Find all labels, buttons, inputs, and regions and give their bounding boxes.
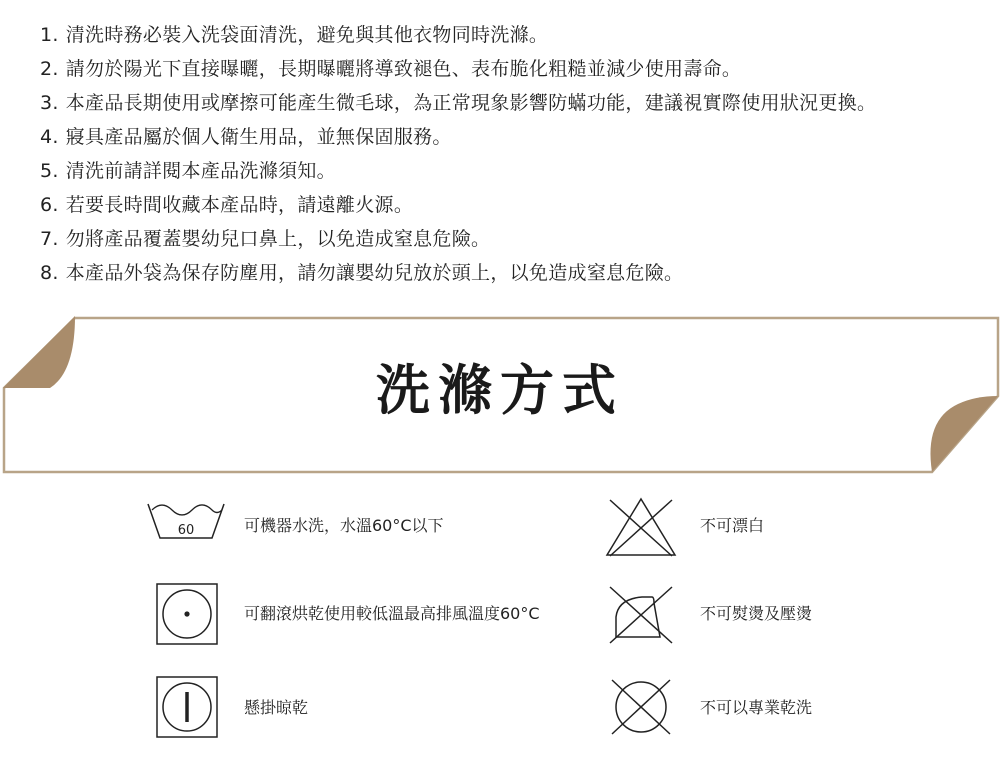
no-bleach-icon [604,496,678,558]
note-number: 2. [40,58,59,80]
hang-dry-icon [156,676,218,738]
tumble-dry-label: 可翻滾烘乾使用較低溫最高排風溫度60°C [244,604,540,623]
note-number: 5. [40,160,59,182]
no-dry-clean-label: 不可以專業乾洗 [700,698,813,717]
no-iron-icon [604,583,678,645]
note-number: 8. [40,262,59,284]
note-text: 勿將產品覆蓋嬰幼兒口鼻上，以免造成窒息危險。 [65,228,491,250]
note-text: 請勿於陽光下直接曝曬，長期曝曬將導致褪色、表布脆化粗糙並減少使用壽命。 [65,58,742,80]
note-text: 若要長時間收藏本產品時，請遠離火源。 [65,194,414,216]
note-number: 3. [40,92,59,114]
no-bleach-label: 不可漂白 [700,516,765,535]
note-number: 1. [40,24,59,46]
no-dry-clean-icon [604,676,678,738]
wash-tub-icon [146,500,226,542]
wash-label: 可機器水洗，水溫60°C以下 [244,516,444,535]
note-number: 6. [40,194,59,216]
note-text: 寢具產品屬於個人衛生用品，並無保固服務。 [65,126,452,148]
hang-dry-label: 懸掛晾乾 [244,698,309,717]
note-text: 本產品長期使用或摩擦可能產生微毛球，為正常現象影響防蟎功能，建議視實際使用狀況更換。 [65,92,877,114]
note-number: 7. [40,228,59,250]
tumble-dry-icon [156,583,218,645]
banner-title: 洗滌方式 [376,359,624,422]
note-number: 4. [40,126,59,148]
note-text: 清洗時務必裝入洗袋面清洗，避免與其他衣物同時洗滌。 [65,24,549,46]
note-text: 本產品外袋為保存防塵用，請勿讓嬰幼兒放於頭上，以免造成窒息危險。 [65,262,684,284]
wash-temp: 60 [177,523,195,538]
no-iron-label: 不可熨燙及壓燙 [700,604,813,623]
note-text: 清洗前請詳閱本產品洗滌須知。 [65,160,336,182]
